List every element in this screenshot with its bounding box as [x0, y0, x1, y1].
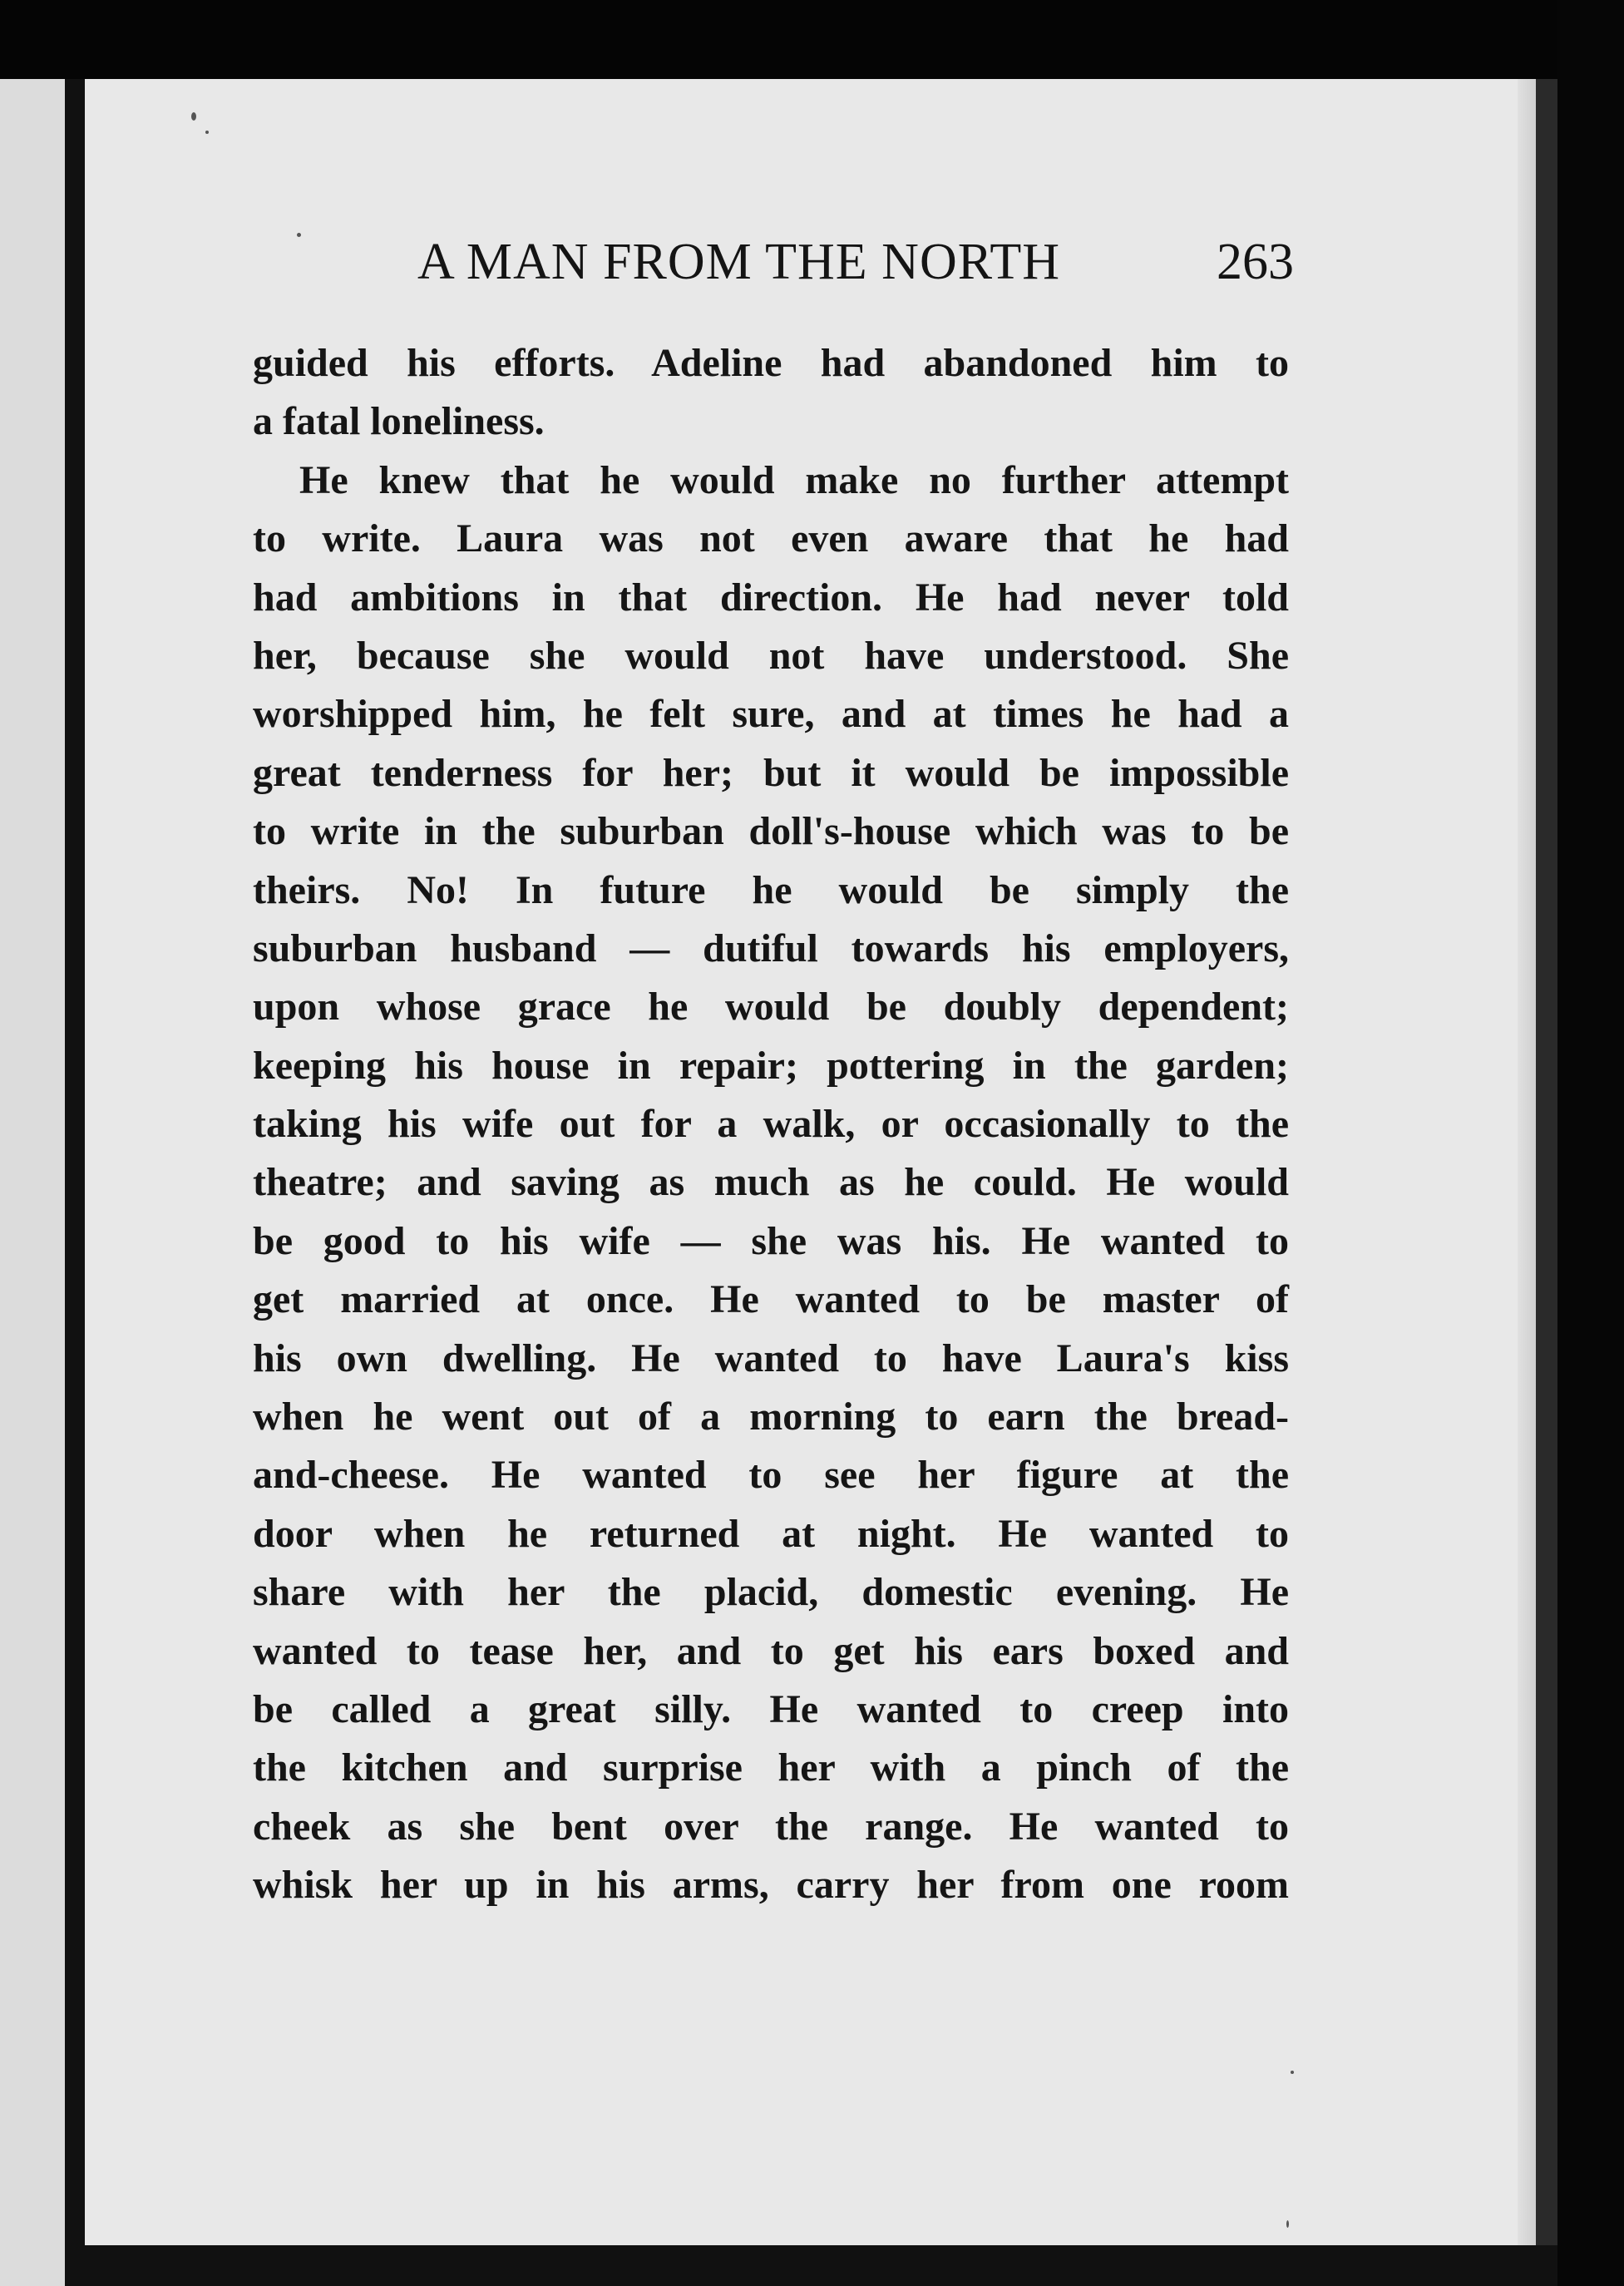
page-edge-shade	[1518, 79, 1536, 2245]
text-line: taking his wife out for a walk, or occasionally to the	[253, 1102, 1289, 1147]
scan-right-border	[1557, 0, 1624, 2286]
text-line: his own dwelling. He wanted to have Laura's kiss	[253, 1336, 1289, 1380]
text-line: and-cheese. He wanted to see her figure at the	[253, 1453, 1289, 1498]
text-line: share with her the placid, domestic evening. He	[253, 1570, 1289, 1615]
text-line: had ambitions in that direction. He had never told	[253, 575, 1289, 620]
text-line: be good to his wife — she was his. He wanted to	[253, 1218, 1289, 1263]
text-line: whisk her up in his arms, carry her from one room	[253, 1863, 1289, 1908]
scan-speck	[205, 131, 209, 134]
text-line: when he went out of a morning to earn the bread-	[253, 1395, 1289, 1439]
text-line: suburban husband — dutiful towards his employers,	[253, 926, 1289, 970]
text-line: door when he returned at night. He wanted to	[253, 1511, 1289, 1556]
text-line: upon whose grace he would be doubly dependent;	[253, 985, 1289, 1029]
page-right-edge	[1536, 79, 1557, 2286]
page-header	[251, 233, 1294, 299]
text-line: cheek as she bent over the range. He wanted to	[253, 1804, 1289, 1849]
text-line: her, because she would not have understood. She	[253, 633, 1289, 678]
scan-top-border	[0, 0, 1624, 79]
scan-speck	[1286, 2220, 1289, 2228]
page-number: 263	[1217, 234, 1294, 290]
text-line: theirs. No! In future he would be simply the	[253, 867, 1289, 912]
text-line: guided his efforts. Adeline had abandoned him to	[253, 341, 1289, 385]
facing-page-edge	[0, 79, 65, 2286]
text-line: the kitchen and surprise her with a pinch of the	[253, 1745, 1289, 1790]
scan-speck	[1291, 2071, 1294, 2074]
text-line: a fatal loneliness.	[253, 399, 545, 444]
text-line: be called a great silly. He wanted to creep into	[253, 1686, 1289, 1731]
book-gutter	[65, 79, 85, 2286]
text-line: theatre; and saving as much as he could. He would	[253, 1160, 1289, 1205]
text-line: worshipped him, he felt sure, and at times he had a	[253, 692, 1289, 737]
scan-speck	[191, 112, 196, 121]
text-line: keeping his house in repair; pottering in the garden;	[253, 1043, 1289, 1088]
scan-bottom-border	[85, 2245, 1557, 2286]
text-line: wanted to tease her, and to get his ears boxed and	[253, 1628, 1289, 1673]
text-line: great tenderness for her; but it would be impossible	[253, 750, 1289, 795]
text-line: to write. Laura was not even aware that he had	[253, 516, 1289, 561]
text-line: to write in the suburban doll's-house which was to be	[253, 809, 1289, 854]
running-title: A MAN FROM THE NORTH	[417, 234, 1060, 290]
body-text	[253, 334, 1289, 1915]
text-line: get married at once. He wanted to be master of	[253, 1277, 1289, 1322]
text-line: He knew that he would make no further attempt	[299, 457, 1289, 502]
